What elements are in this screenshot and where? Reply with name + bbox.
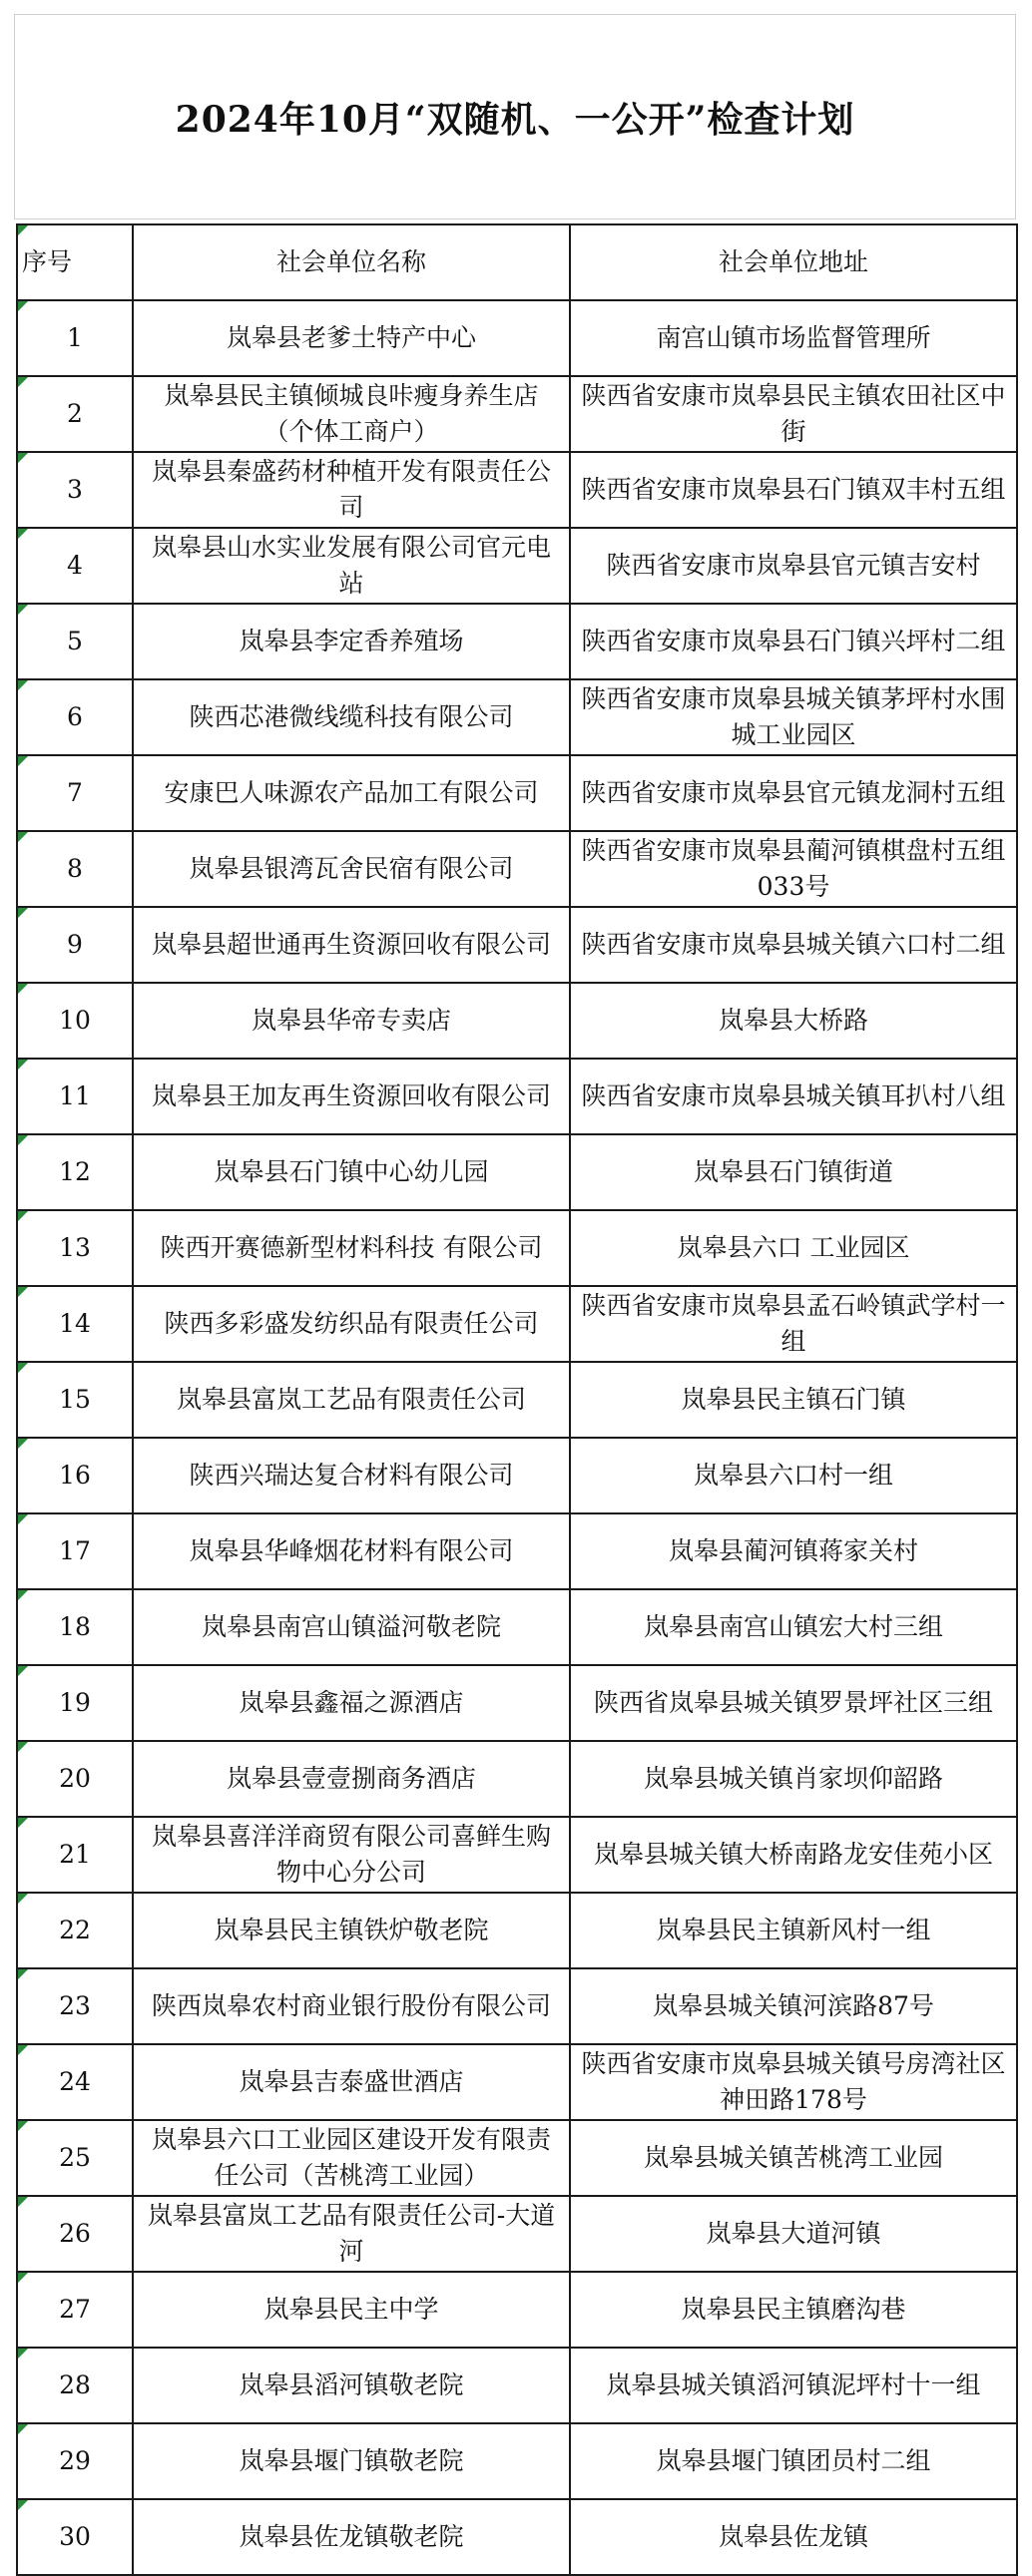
cell-marker [18, 605, 28, 615]
title-box [14, 14, 1016, 219]
cell-name: 岚皋县富岚工艺品有限责任公司 [133, 1362, 570, 1438]
cell-seq: 18 [17, 1589, 133, 1665]
table-row [17, 604, 1017, 679]
cell-address: 岚皋县民主镇石门镇 [570, 1362, 1017, 1438]
cell-seq: 2 [17, 376, 133, 452]
cell-address: 岚皋县石门镇街道 [570, 1134, 1017, 1210]
table-row [17, 2196, 1017, 2272]
cell-seq: 20 [17, 1741, 133, 1817]
cell-name: 陕西开赛德新型材料科技 有限公司 [133, 1210, 570, 1286]
cell-address: 陕西省安康市岚皋县石门镇双丰村五组 [570, 452, 1017, 528]
cell-name: 岚皋县民主镇铁炉敬老院 [133, 1893, 570, 1968]
inspection-plan-table [16, 223, 1018, 2576]
cell-seq: 26 [17, 2196, 133, 2272]
cell-name: 岚皋县六口工业园区建设开发有限责任公司（苦桃湾工业园） [133, 2120, 570, 2196]
cell-marker [18, 2349, 28, 2359]
cell-seq: 22 [17, 1893, 133, 1968]
table-row [17, 452, 1017, 528]
cell-seq: 9 [17, 907, 133, 983]
cell-address: 陕西省安康市岚皋县城关镇耳扒村八组 [570, 1059, 1017, 1134]
cell-name: 岚皋县壹壹捌商务酒店 [133, 1741, 570, 1817]
cell-seq: 24 [17, 2044, 133, 2120]
cell-seq: 16 [17, 1438, 133, 1513]
cell-name: 岚皋县山水实业发展有限公司官元电站 [133, 528, 570, 604]
table-row [17, 1438, 1017, 1513]
table-row [17, 1741, 1017, 1817]
cell-marker [18, 832, 28, 842]
cell-marker [18, 1439, 28, 1449]
cell-address: 岚皋县城关镇大桥南路龙安佳苑小区 [570, 1817, 1017, 1893]
cell-marker [18, 2197, 28, 2207]
cell-seq: 21 [17, 1817, 133, 1893]
cell-name: 岚皋县华帝专卖店 [133, 983, 570, 1059]
cell-marker [18, 1287, 28, 1297]
cell-seq: 28 [17, 2348, 133, 2423]
cell-marker [18, 301, 28, 311]
table-row [17, 2423, 1017, 2499]
cell-marker [18, 1363, 28, 1373]
cell-address: 岚皋县城关镇滔河镇泥坪村十一组 [570, 2348, 1017, 2423]
cell-seq: 8 [17, 831, 133, 907]
cell-marker [18, 2500, 28, 2510]
table-row [17, 528, 1017, 604]
table-row [17, 300, 1017, 376]
table-row [17, 1134, 1017, 1210]
cell-address: 岚皋县堰门镇团员村二组 [570, 2423, 1017, 2499]
table-row [17, 907, 1017, 983]
cell-address: 岚皋县大道河镇 [570, 2196, 1017, 2272]
cell-seq: 12 [17, 1134, 133, 1210]
cell-address: 陕西省安康市岚皋县石门镇兴坪村二组 [570, 604, 1017, 679]
cell-seq: 5 [17, 604, 133, 679]
cell-marker [18, 908, 28, 918]
cell-seq: 1 [17, 300, 133, 376]
table-row [17, 1059, 1017, 1134]
cell-seq: 4 [17, 528, 133, 604]
cell-seq: 14 [17, 1286, 133, 1362]
cell-seq: 3 [17, 452, 133, 528]
cell-address: 岚皋县民主镇新风村一组 [570, 1893, 1017, 1968]
header-seq: 序号 [17, 224, 133, 300]
cell-name: 岚皋县老爹土特产中心 [133, 300, 570, 376]
cell-name: 陕西兴瑞达复合材料有限公司 [133, 1438, 570, 1513]
cell-marker [18, 2121, 28, 2131]
table-row [17, 1513, 1017, 1589]
cell-marker [18, 1742, 28, 1752]
cell-address: 岚皋县大桥路 [570, 983, 1017, 1059]
cell-name: 岚皋县石门镇中心幼儿园 [133, 1134, 570, 1210]
table-row [17, 2499, 1017, 2575]
cell-seq: 11 [17, 1059, 133, 1134]
cell-marker [18, 377, 28, 387]
cell-address: 陕西省安康市岚皋县孟石岭镇武学村一组 [570, 1286, 1017, 1362]
cell-marker [18, 1211, 28, 1221]
cell-address: 陕西省安康市岚皋县城关镇六口村二组 [570, 907, 1017, 983]
cell-address: 陕西省安康市岚皋县官元镇龙洞村五组 [570, 755, 1017, 831]
table-row [17, 1968, 1017, 2044]
table-row [17, 1665, 1017, 1741]
cell-name: 岚皋县滔河镇敬老院 [133, 2348, 570, 2423]
cell-name: 岚皋县华峰烟花材料有限公司 [133, 1513, 570, 1589]
cell-name: 岚皋县李定香养殖场 [133, 604, 570, 679]
cell-name: 岚皋县民主中学 [133, 2272, 570, 2348]
table-row [17, 1362, 1017, 1438]
cell-address: 陕西省安康市岚皋县蔺河镇棋盘村五组033号 [570, 831, 1017, 907]
cell-marker [18, 1969, 28, 1979]
cell-name: 岚皋县王加友再生资源回收有限公司 [133, 1059, 570, 1134]
cell-marker [18, 984, 28, 994]
cell-marker [18, 1590, 28, 1600]
cell-name: 岚皋县银湾瓦舍民宿有限公司 [133, 831, 570, 907]
cell-name: 岚皋县吉泰盛世酒店 [133, 2044, 570, 2120]
cell-name: 岚皋县堰门镇敬老院 [133, 2423, 570, 2499]
cell-name: 岚皋县南宫山镇溢河敬老院 [133, 1589, 570, 1665]
cell-marker [18, 2273, 28, 2283]
table-row [17, 1286, 1017, 1362]
cell-marker [18, 1666, 28, 1676]
cell-name: 安康巴人味源农产品加工有限公司 [133, 755, 570, 831]
cell-seq: 29 [17, 2423, 133, 2499]
cell-address: 岚皋县佐龙镇 [570, 2499, 1017, 2575]
cell-address: 岚皋县城关镇河滨路87号 [570, 1968, 1017, 2044]
table-row [17, 1589, 1017, 1665]
table-header-row [17, 224, 1017, 300]
cell-marker [18, 1514, 28, 1524]
cell-seq: 27 [17, 2272, 133, 2348]
cell-marker [18, 225, 28, 235]
cell-seq: 30 [17, 2499, 133, 2575]
table-row [17, 1817, 1017, 1893]
cell-marker [18, 1060, 28, 1070]
cell-address: 岚皋县蔺河镇蒋家关村 [570, 1513, 1017, 1589]
table-row [17, 2044, 1017, 2120]
cell-address: 陕西省安康市岚皋县官元镇吉安村 [570, 528, 1017, 604]
cell-seq: 15 [17, 1362, 133, 1438]
cell-address: 岚皋县城关镇苦桃湾工业园 [570, 2120, 1017, 2196]
cell-marker [18, 680, 28, 690]
table-row [17, 2348, 1017, 2423]
header-address: 社会单位地址 [570, 224, 1017, 300]
table-row [17, 679, 1017, 755]
cell-address: 陕西省安康市岚皋县民主镇农田社区中街 [570, 376, 1017, 452]
table-row [17, 2120, 1017, 2196]
cell-name: 岚皋县富岚工艺品有限责任公司-大道河 [133, 2196, 570, 2272]
cell-seq: 17 [17, 1513, 133, 1589]
cell-marker [18, 2424, 28, 2434]
page-title: 2024年10月“双随机、一公开”检查计划 [175, 98, 855, 141]
cell-address: 岚皋县六口 工业园区 [570, 1210, 1017, 1286]
cell-name: 陕西芯港微线缆科技有限公司 [133, 679, 570, 755]
cell-seq: 25 [17, 2120, 133, 2196]
cell-address: 南宫山镇市场监督管理所 [570, 300, 1017, 376]
cell-seq: 23 [17, 1968, 133, 2044]
cell-name: 陕西多彩盛发纺织品有限责任公司 [133, 1286, 570, 1362]
cell-address: 岚皋县六口村一组 [570, 1438, 1017, 1513]
cell-marker [18, 1894, 28, 1904]
cell-address: 岚皋县城关镇肖家坝仰韶路 [570, 1741, 1017, 1817]
header-name: 社会单位名称 [133, 224, 570, 300]
cell-seq: 19 [17, 1665, 133, 1741]
cell-seq: 10 [17, 983, 133, 1059]
cell-seq: 13 [17, 1210, 133, 1286]
cell-marker [18, 1818, 28, 1828]
cell-address: 岚皋县南宫山镇宏大村三组 [570, 1589, 1017, 1665]
cell-seq: 7 [17, 755, 133, 831]
cell-name: 岚皋县民主镇倾城良咔瘦身养生店（个体工商户） [133, 376, 570, 452]
cell-name: 岚皋县超世通再生资源回收有限公司 [133, 907, 570, 983]
cell-address: 陕西省安康市岚皋县城关镇茅坪村水围城工业园区 [570, 679, 1017, 755]
cell-name: 岚皋县秦盛药材种植开发有限责任公司 [133, 452, 570, 528]
cell-name: 陕西岚皋农村商业银行股份有限公司 [133, 1968, 570, 2044]
cell-address: 陕西省安康市岚皋县城关镇号房湾社区神田路178号 [570, 2044, 1017, 2120]
table-body [17, 300, 1017, 2575]
cell-name: 岚皋县鑫福之源酒店 [133, 1665, 570, 1741]
table-row [17, 755, 1017, 831]
cell-seq: 6 [17, 679, 133, 755]
cell-marker [18, 756, 28, 766]
table-row [17, 1893, 1017, 1968]
cell-name: 岚皋县喜洋洋商贸有限公司喜鲜生购物中心分公司 [133, 1817, 570, 1893]
cell-address: 陕西省岚皋县城关镇罗景坪社区三组 [570, 1665, 1017, 1741]
table-row [17, 2272, 1017, 2348]
cell-marker [18, 529, 28, 539]
table-row [17, 1210, 1017, 1286]
table-row [17, 376, 1017, 452]
table-row [17, 831, 1017, 907]
cell-address: 岚皋县民主镇磨沟巷 [570, 2272, 1017, 2348]
cell-name: 岚皋县佐龙镇敬老院 [133, 2499, 570, 2575]
cell-marker [18, 1135, 28, 1145]
cell-marker [18, 2045, 28, 2055]
cell-marker [18, 453, 28, 463]
table-row [17, 983, 1017, 1059]
